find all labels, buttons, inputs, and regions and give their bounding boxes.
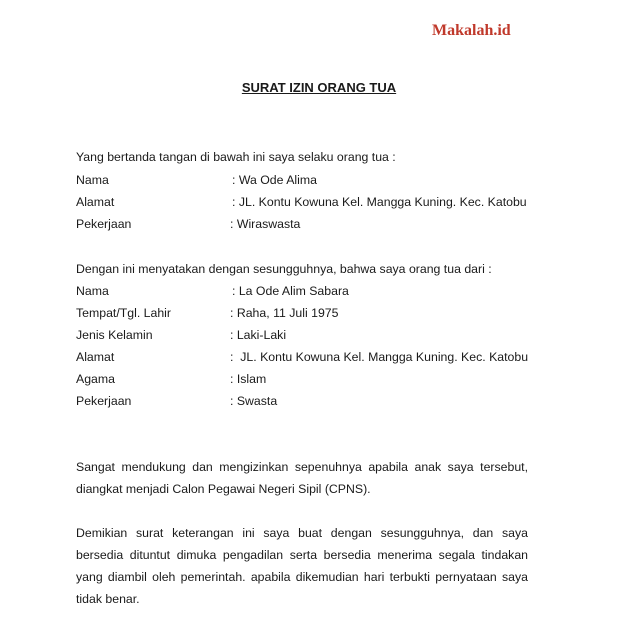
child-address-label: Alamat <box>76 350 115 364</box>
child-birth-label: Tempat/Tgl. Lahir <box>76 306 172 320</box>
intro-parent-text: Yang bertanda tangan di bawah ini saya selaku orang tua : <box>76 150 396 164</box>
child-religion-value: : Islam <box>230 372 267 386</box>
child-address-value: : JL. Kontu Kowuna Kel. Mangga Kuning. Kec. Katobu <box>230 350 529 364</box>
child-job-value: : Swasta <box>230 394 278 408</box>
child-name-value: : La Ode Alim Sabara <box>232 284 349 298</box>
parent-name-label: Nama <box>76 173 109 187</box>
support-paragraph: Sangat mendukung dan mengizinkan sepenuhnya apabila anak saya tersebut, diangkat menjadi Calon Pegawai Negeri Sipil (CPNS). <box>76 460 528 496</box>
child-religion-label: Agama <box>76 372 115 386</box>
parent-address-label: Alamat <box>76 195 115 209</box>
child-gender-label: Jenis Kelamin <box>76 328 153 342</box>
parent-address-value: : JL. Kontu Kowuna Kel. Mangga Kuning. Kec. Katobu <box>232 195 527 209</box>
closing-paragraph: Demikian surat keterangan ini saya buat dengan sesungguhnya, dan saya bersedia dituntut dimuka pengadilan serta bersedia menerima segala tindakan yang diambil oleh pemerintah. apabila dikemudian hari terbukti pernyataan saya tidak benar. <box>76 526 528 606</box>
watermark-logo: Makalah.id <box>432 22 511 39</box>
child-gender-value: : Laki-Laki <box>230 328 287 342</box>
parent-job-label: Pekerjaan <box>76 217 132 231</box>
intro-child-text: Dengan ini menyatakan dengan sesungguhnya, bahwa saya orang tua dari : <box>76 262 492 276</box>
child-job-label: Pekerjaan <box>76 394 132 408</box>
child-name-label: Nama <box>76 284 109 298</box>
child-birth-value: : Raha, 11 Juli 1975 <box>230 306 339 320</box>
parent-job-value: : Wiraswasta <box>230 217 301 231</box>
parent-name-value: : Wa Ode Alima <box>232 173 317 187</box>
document-title: SURAT IZIN ORANG TUA <box>241 80 397 95</box>
